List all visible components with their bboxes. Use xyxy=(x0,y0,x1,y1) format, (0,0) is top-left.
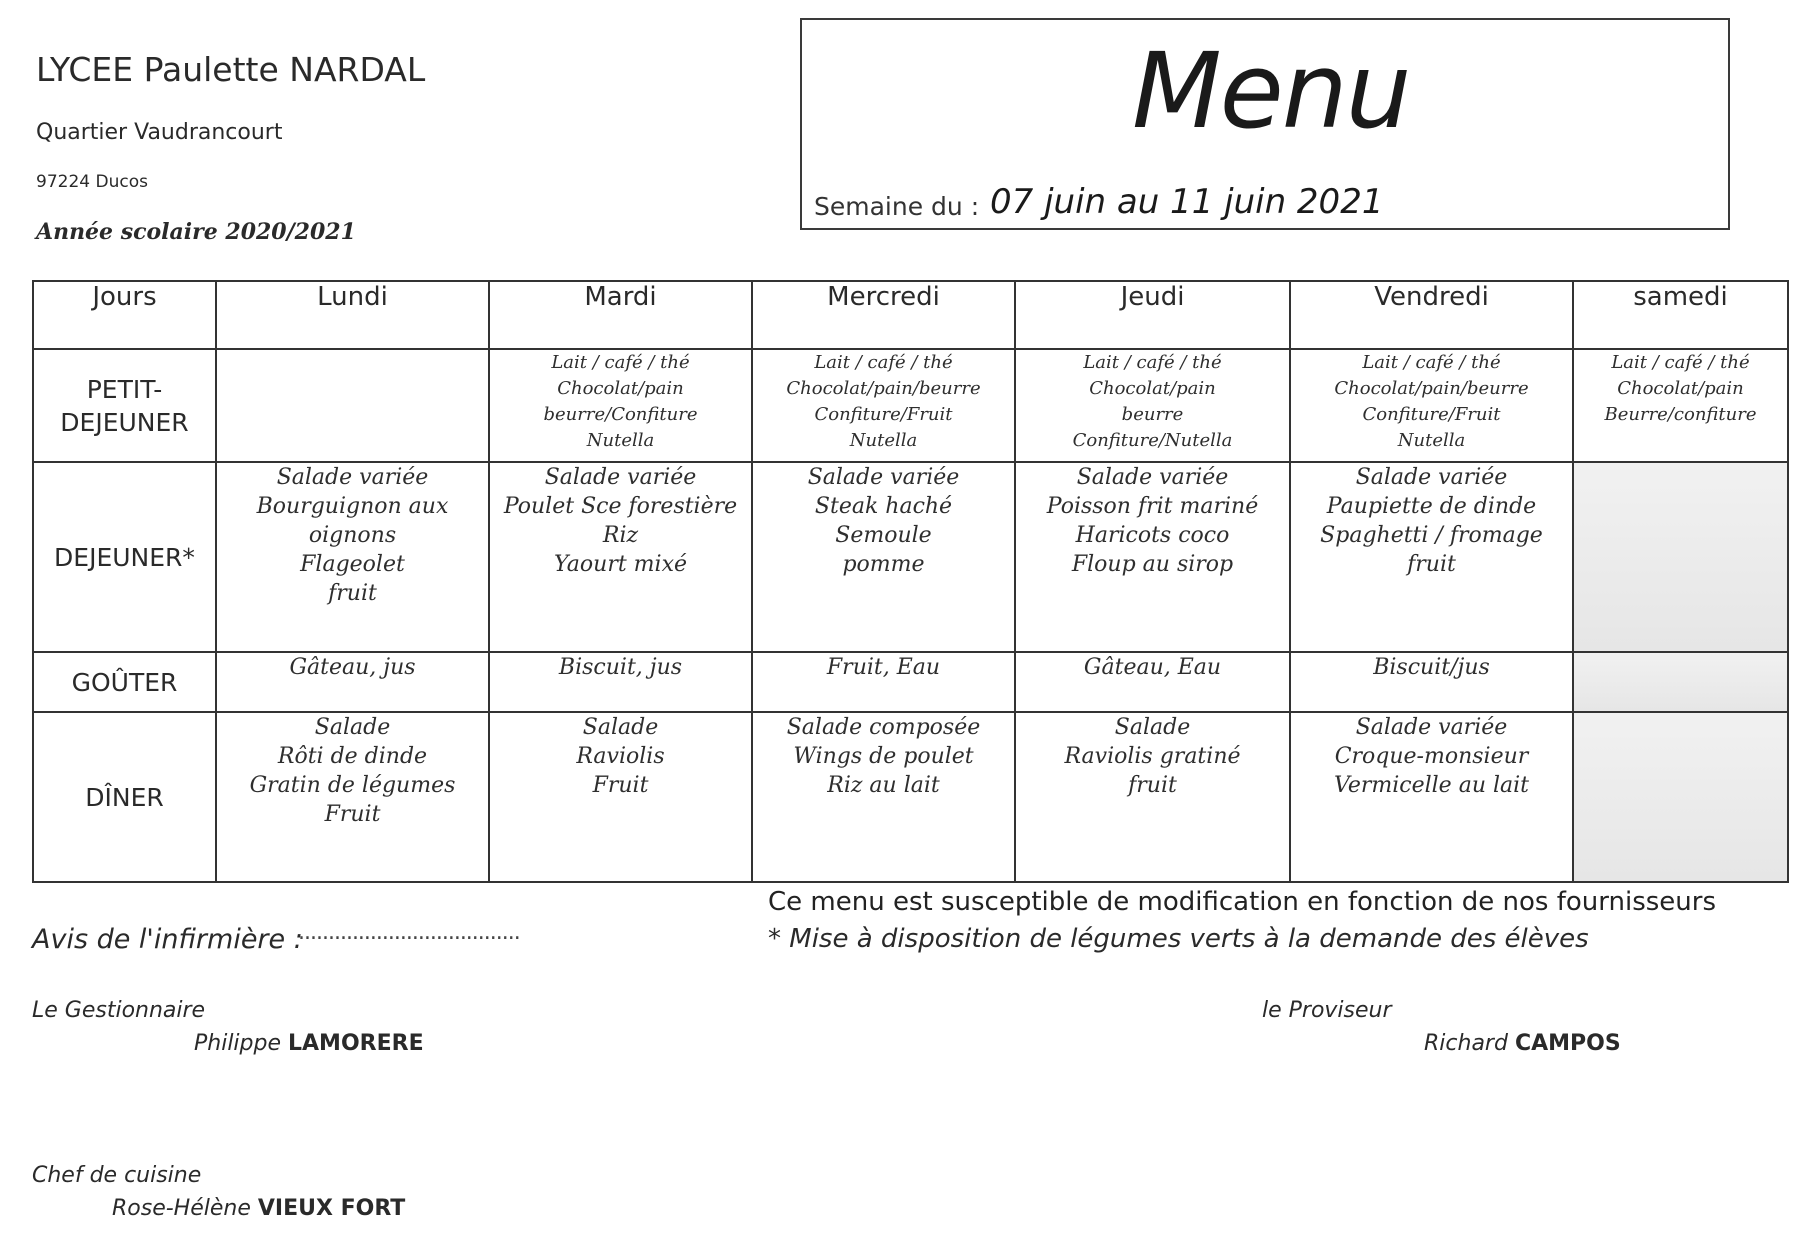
menu-item: Lait / café / thé xyxy=(551,352,690,373)
day-header-mardi: Mardi xyxy=(489,281,752,349)
menu-cell-diner-mercredi xyxy=(752,712,1015,882)
menu-cell-gouter-mercredi xyxy=(752,652,1015,712)
meal-label-line: DEJEUNER* xyxy=(54,542,195,572)
menu-item: Salade variée xyxy=(807,465,960,490)
menu-table xyxy=(32,280,1787,882)
nurse-dots: ..................................... xyxy=(298,920,520,945)
menu-item: Salade variée xyxy=(276,465,429,490)
menu-item: Salade xyxy=(582,715,659,740)
proviseur-first-name: Richard xyxy=(1424,1031,1508,1056)
menu-cell-petit-dejeuner-vendredi xyxy=(1290,349,1573,462)
week-label: Semaine du : xyxy=(814,192,980,221)
menu-item: Salade variée xyxy=(544,465,697,490)
menu-item: Gâteau, Eau xyxy=(1083,655,1222,680)
chef-role: Chef de cuisine xyxy=(32,1163,202,1188)
proviseur-role: le Proviseur xyxy=(1262,998,1392,1023)
menu-item: Salade variée xyxy=(1076,465,1229,490)
menu-item: Gratin de légumes xyxy=(249,773,456,798)
menu-item: Gâteau, jus xyxy=(289,655,416,680)
menu-item: Paupiette de dinde xyxy=(1326,494,1537,519)
menu-item: Steak haché xyxy=(814,494,953,519)
menu-item: Raviolis gratiné xyxy=(1064,744,1241,769)
menu-item: Nutella xyxy=(586,430,655,451)
menu-cell-dejeuner-mercredi xyxy=(752,462,1015,652)
meal-label-dejeuner xyxy=(33,462,216,652)
menu-cell-gouter-vendredi xyxy=(1290,652,1573,712)
menu-item: Vermicelle au lait xyxy=(1333,773,1530,798)
menu-item: fruit xyxy=(328,581,377,606)
menu-cell-petit-dejeuner-lundi xyxy=(216,349,489,462)
menu-item: Fruit xyxy=(324,802,381,827)
menu-item: Beurre/confiture xyxy=(1604,404,1757,425)
menu-item: Chocolat/pain/beurre xyxy=(786,378,981,399)
meal-row-petit-dejeuner xyxy=(33,349,1788,462)
gestionnaire-last-name: LAMORERE xyxy=(288,1031,424,1056)
meal-label-line: PETIT- xyxy=(86,374,163,404)
chef-name xyxy=(112,1196,405,1221)
modification-note: Ce menu est susceptible de modification en fonction de nos fournisseurs xyxy=(768,887,1717,917)
menu-body xyxy=(33,349,1788,882)
corner-header: Jours xyxy=(33,281,216,349)
menu-cell-diner-vendredi xyxy=(1290,712,1573,882)
menu-item: Nutella xyxy=(1397,430,1466,451)
menu-item: pomme xyxy=(842,552,925,577)
menu-title: Menu xyxy=(1132,30,1410,152)
proviseur-last-name: CAMPOS xyxy=(1514,1031,1621,1056)
meal-row-gouter xyxy=(33,652,1788,712)
day-header-jeudi: Jeudi xyxy=(1015,281,1290,349)
menu-cell-dejeuner-vendredi xyxy=(1290,462,1573,652)
gestionnaire-first-name: Philippe xyxy=(194,1031,282,1056)
menu-item: Salade xyxy=(1114,715,1191,740)
menu-item: beurre xyxy=(1121,404,1184,425)
menu-item: beurre/Confiture xyxy=(543,404,698,425)
meal-row-dejeuner xyxy=(33,462,1788,652)
meal-label-gouter xyxy=(33,652,216,712)
menu-item: Chocolat/pain xyxy=(1089,378,1216,399)
menu-item: Rôti de dinde xyxy=(277,744,428,769)
menu-item: Chocolat/pain/beurre xyxy=(1334,378,1529,399)
menu-title-box xyxy=(800,18,1730,230)
menu-item: Poulet Sce forestière xyxy=(503,494,738,519)
menu-item: Yaourt mixé xyxy=(553,552,688,577)
menu-cell-diner-samedi xyxy=(1573,712,1788,882)
menu-item: oignons xyxy=(308,523,397,548)
vegetables-note: * Mise à disposition de légumes verts à la demande des élèves xyxy=(768,924,1589,954)
school-name: LYCEE Paulette NARDAL xyxy=(36,50,426,89)
gestionnaire-role: Le Gestionnaire xyxy=(32,998,206,1023)
week-value: 07 juin au 11 juin 2021 xyxy=(990,182,1384,222)
menu-item: Salade variée xyxy=(1355,715,1508,740)
day-header-row xyxy=(33,281,1788,349)
menu-item: Salade xyxy=(314,715,391,740)
menu-item: Salade variée xyxy=(1355,465,1508,490)
menu-item: Lait / café / thé xyxy=(1362,352,1501,373)
menu-item: fruit xyxy=(1407,552,1456,577)
menu-cell-diner-mardi xyxy=(489,712,752,882)
menu-item: Chocolat/pain xyxy=(557,378,684,399)
menu-item: Chocolat/pain xyxy=(1617,378,1744,399)
meal-label-petit-dejeuner xyxy=(33,349,216,462)
menu-item: Biscuit, jus xyxy=(558,655,683,680)
meal-label-line: DÎNER xyxy=(85,782,164,812)
school-year: Année scolaire 2020/2021 xyxy=(36,219,356,245)
meal-label-line: DEJEUNER xyxy=(60,407,189,437)
meal-label-line: GOÛTER xyxy=(71,667,178,697)
menu-item: Lait / café / thé xyxy=(1083,352,1222,373)
school-address: Quartier Vaudrancourt xyxy=(36,120,283,145)
menu-cell-petit-dejeuner-jeudi xyxy=(1015,349,1290,462)
menu-item: Lait / café / thé xyxy=(1611,352,1750,373)
menu-item: Salade composée xyxy=(786,715,981,740)
menu-item: Confiture/Fruit xyxy=(1362,404,1501,425)
menu-item: Lait / café / thé xyxy=(814,352,953,373)
meal-row-diner xyxy=(33,712,1788,882)
menu-item: Flageolet xyxy=(300,552,405,577)
menu-item: Spaghetti / fromage xyxy=(1320,523,1543,548)
menu-cell-dejeuner-mardi xyxy=(489,462,752,652)
nurse-label: Avis de l'infirmière : xyxy=(32,924,303,955)
menu-item: Wings de poulet xyxy=(793,744,974,769)
menu-cell-diner-lundi xyxy=(216,712,489,882)
school-postcode: 97224 Ducos xyxy=(36,172,148,192)
menu-cell-petit-dejeuner-mercredi xyxy=(752,349,1015,462)
menu-cell-dejeuner-samedi xyxy=(1573,462,1788,652)
menu-cell-petit-dejeuner-mardi xyxy=(489,349,752,462)
menu-item: Confiture/Fruit xyxy=(814,404,953,425)
menu-cell-gouter-lundi xyxy=(216,652,489,712)
menu-item: Raviolis xyxy=(576,744,665,769)
day-header-vendredi: Vendredi xyxy=(1290,281,1573,349)
menu-cell-gouter-samedi xyxy=(1573,652,1788,712)
menu-cell-diner-jeudi xyxy=(1015,712,1290,882)
menu-item: Croque-monsieur xyxy=(1334,744,1529,769)
menu-item: Haricots coco xyxy=(1075,523,1230,548)
menu-item: Poisson frit mariné xyxy=(1046,494,1259,519)
menu-cell-dejeuner-lundi xyxy=(216,462,489,652)
menu-item: Biscuit/jus xyxy=(1373,655,1490,680)
menu-item: Fruit, Eau xyxy=(826,655,941,680)
chef-first-name: Rose-Hélène xyxy=(112,1196,251,1221)
menu-item: Nutella xyxy=(849,430,918,451)
menu-item: Floup au sirop xyxy=(1071,552,1234,577)
menu-item: Riz au lait xyxy=(827,773,940,798)
menu-item: Bourguignon aux xyxy=(256,494,449,519)
chef-last-name: VIEUX FORT xyxy=(257,1196,406,1221)
menu-item: Fruit xyxy=(592,773,649,798)
menu-item: Riz xyxy=(602,523,639,548)
menu-cell-petit-dejeuner-samedi xyxy=(1573,349,1788,462)
menu-cell-dejeuner-jeudi xyxy=(1015,462,1290,652)
menu-item: fruit xyxy=(1128,773,1177,798)
menu-cell-gouter-mardi xyxy=(489,652,752,712)
day-header-lundi: Lundi xyxy=(216,281,489,349)
meal-label-diner xyxy=(33,712,216,882)
menu-cell-gouter-jeudi xyxy=(1015,652,1290,712)
day-header-samedi: samedi xyxy=(1573,281,1788,349)
menu-item: Confiture/Nutella xyxy=(1072,430,1233,451)
proviseur-name xyxy=(1424,1031,1621,1056)
gestionnaire-name xyxy=(194,1031,424,1056)
menu-item: Semoule xyxy=(835,523,932,548)
day-header-mercredi: Mercredi xyxy=(752,281,1015,349)
